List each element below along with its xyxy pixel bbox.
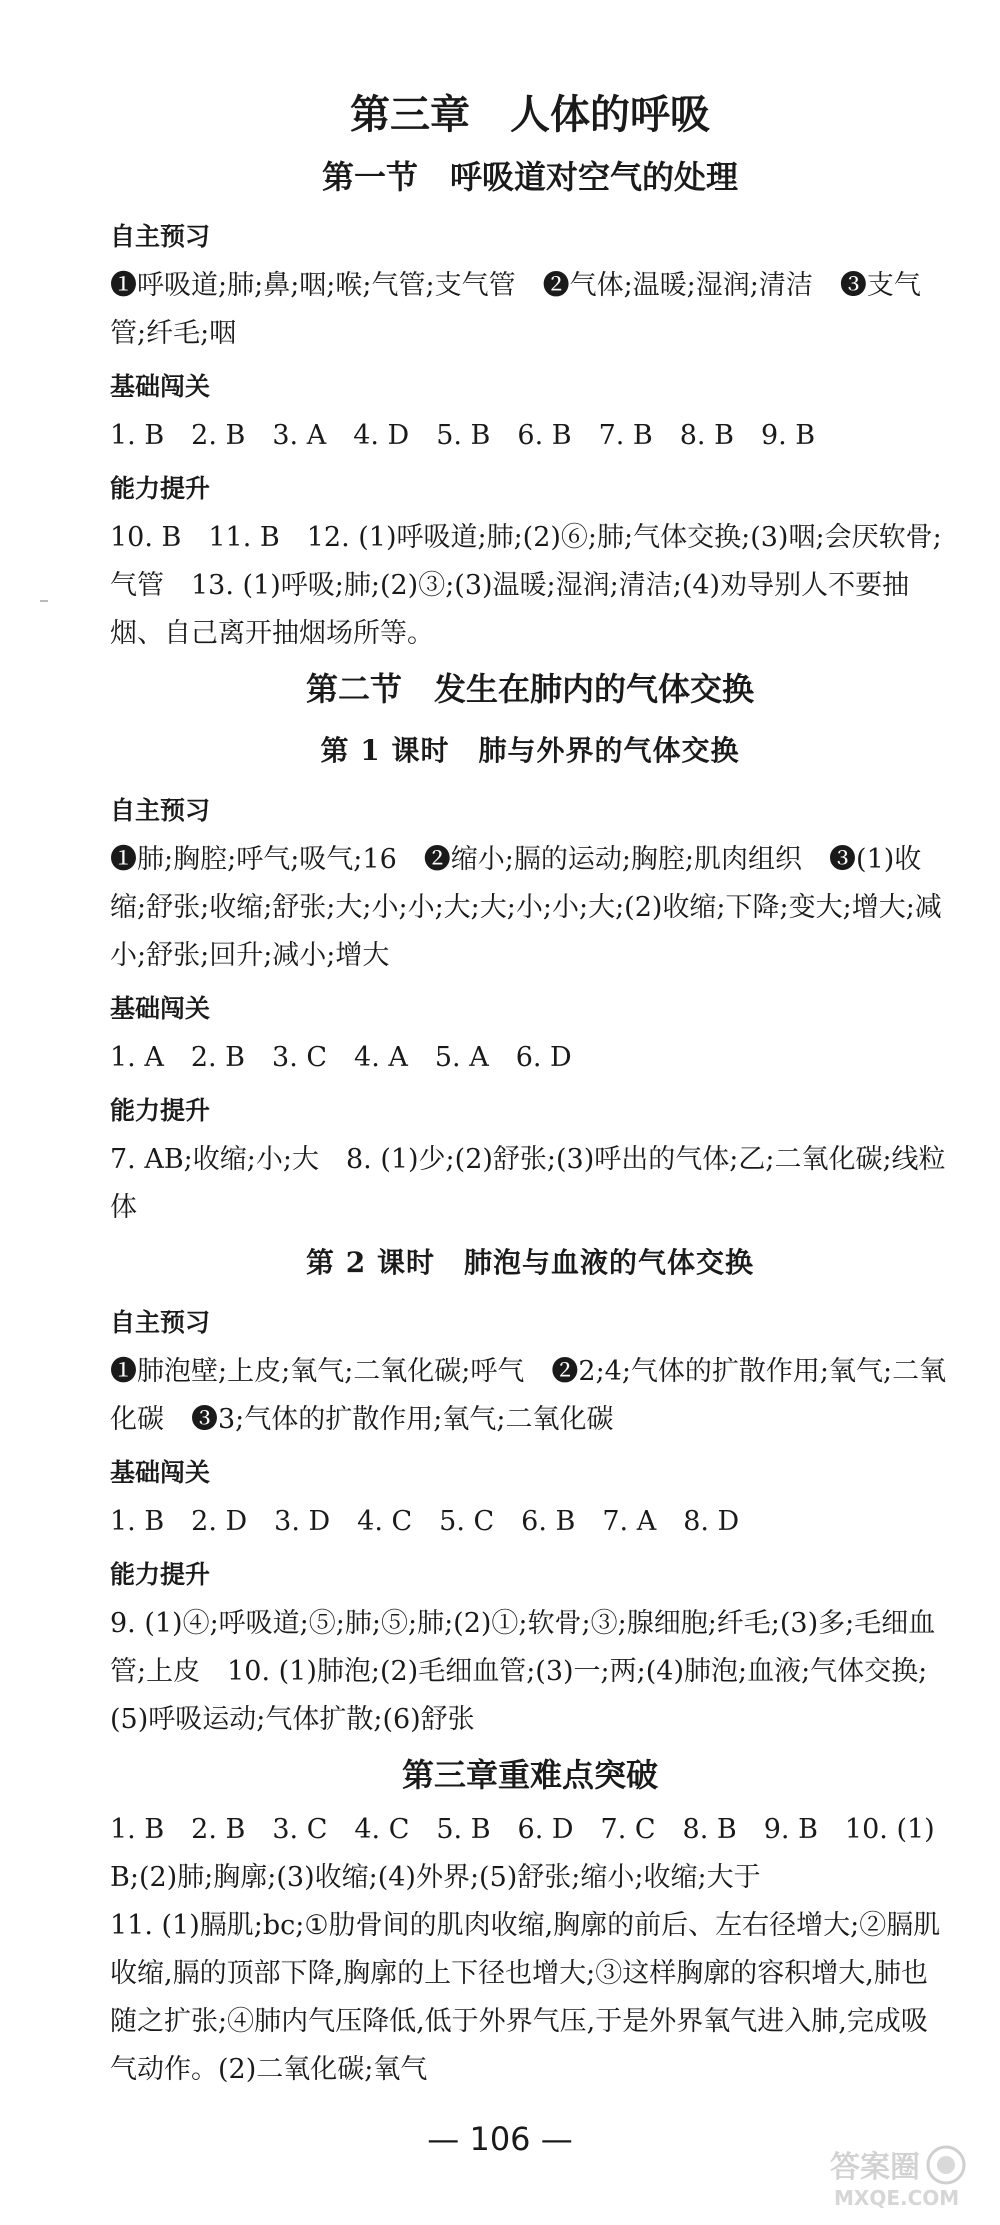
review-answers-2: 11. (1)膈肌;bc;①肋骨间的肌肉收缩,胸廓的前后、左右径增大;②膈肌收缩,膈的顶部下降,胸廓的上下径也增大;③这样胸廓的容积增大,肺也随之扩张;④肺内气压降低,低于外界气压,于是外界氧气进入肺,完成吸气动作。(2)二氧化碳;氧气 xyxy=(110,1910,941,2085)
preview-answers: ❶肺泡壁;上皮;氧气;二氧化碳;呼气 ❷2;4;气体的扩散作用;氧气;二氧化碳 ❸3;气体的扩散作用;氧气;二氧化碳 xyxy=(110,1356,947,1435)
ability-label: 能力提升 xyxy=(110,1096,211,1125)
ability-label: 能力提升 xyxy=(110,474,211,503)
section-title-1: 第一节 呼吸道对空气的处理 xyxy=(321,158,738,196)
basic-answers: 1. B 2. B 3. A 4. D 5. B 6. B 7. B 8. B 9. B xyxy=(110,420,816,451)
stamp-icon xyxy=(928,2147,964,2183)
ability-answers: 10. B 11. B 12. (1)呼吸道;肺;(2)⑥;肺;气体交换;(3)咽;会厌软骨;气管 13. (1)呼吸;肺;(2)③;(3)温暖;湿润;清洁;(4)劝导别人不要抽烟、自己离开抽烟场所等。 xyxy=(110,522,942,649)
basic-answers: 1. B 2. D 3. D 4. C 5. C 6. B 7. A 8. D xyxy=(110,1506,740,1537)
watermark-top-text: 答案圈 xyxy=(830,2150,920,2185)
watermark-bottom-text: MXQE.COM xyxy=(834,2186,960,2210)
section-title-2: 第二节 发生在肺内的气体交换 xyxy=(305,670,754,708)
preview-label: 自主预习 xyxy=(110,796,211,825)
page-number: — 106 — xyxy=(427,2120,573,2158)
basic-label: 基础闯关 xyxy=(110,1458,211,1487)
preview-answers: ❶呼吸道;肺;鼻;咽;喉;气管;支气管 ❷气体;温暖;湿润;清洁 ❸支气管;纤毛;咽 xyxy=(110,270,921,349)
watermark-logo xyxy=(826,2139,976,2211)
preview-label: 自主预习 xyxy=(110,1308,211,1337)
basic-label: 基础闯关 xyxy=(110,372,211,401)
preview-answers: ❶肺;胸腔;呼气;吸气;16 ❷缩小;膈的运动;胸腔;肌肉组织 ❸(1)收缩;舒张;收缩;舒张;大;小;小;大;大;小;小;大;(2)收缩;下降;变大;增大;减小;舒张;回升;减小;增大 xyxy=(110,844,942,971)
basic-answers: 1. A 2. B 3. C 4. A 5. A 6. D xyxy=(110,1042,572,1073)
review-answers-1: 1. B 2. B 3. C 4. C 5. B 6. D 7. C 8. B 9. B 10. (1)B;(2)肺;胸廓;(3)收缩;(4)外界;(5)舒张;缩小;收缩;大于 xyxy=(110,1814,935,1893)
ability-answers: 9. (1)④;呼吸道;⑤;肺;⑤;肺;(2)①;软骨;③;腺细胞;纤毛;(3)多;毛细血管;上皮 10. (1)肺泡;(2)毛细血管;(3)一;两;(4)肺泡;血液;气体交换;(5)呼吸运动;气体扩散;(6)舒张 xyxy=(110,1608,936,1735)
lesson-title-2: 第 2 课时 肺泡与血液的气体交换 xyxy=(306,1246,754,1279)
ability-label: 能力提升 xyxy=(110,1560,211,1589)
review-title: 第三章重难点突破 xyxy=(401,1756,658,1794)
basic-label: 基础闯关 xyxy=(110,994,211,1023)
lesson-title-1: 第 1 课时 肺与外界的气体交换 xyxy=(320,734,740,767)
ability-answers: 7. AB;收缩;小;大 8. (1)少;(2)舒张;(3)呼出的气体;乙;二氧化碳;线粒体 xyxy=(110,1144,946,1223)
preview-label: 自主预习 xyxy=(110,222,211,251)
chapter-title: 第三章 人体的呼吸 xyxy=(350,92,710,138)
margin-mark xyxy=(40,600,48,602)
